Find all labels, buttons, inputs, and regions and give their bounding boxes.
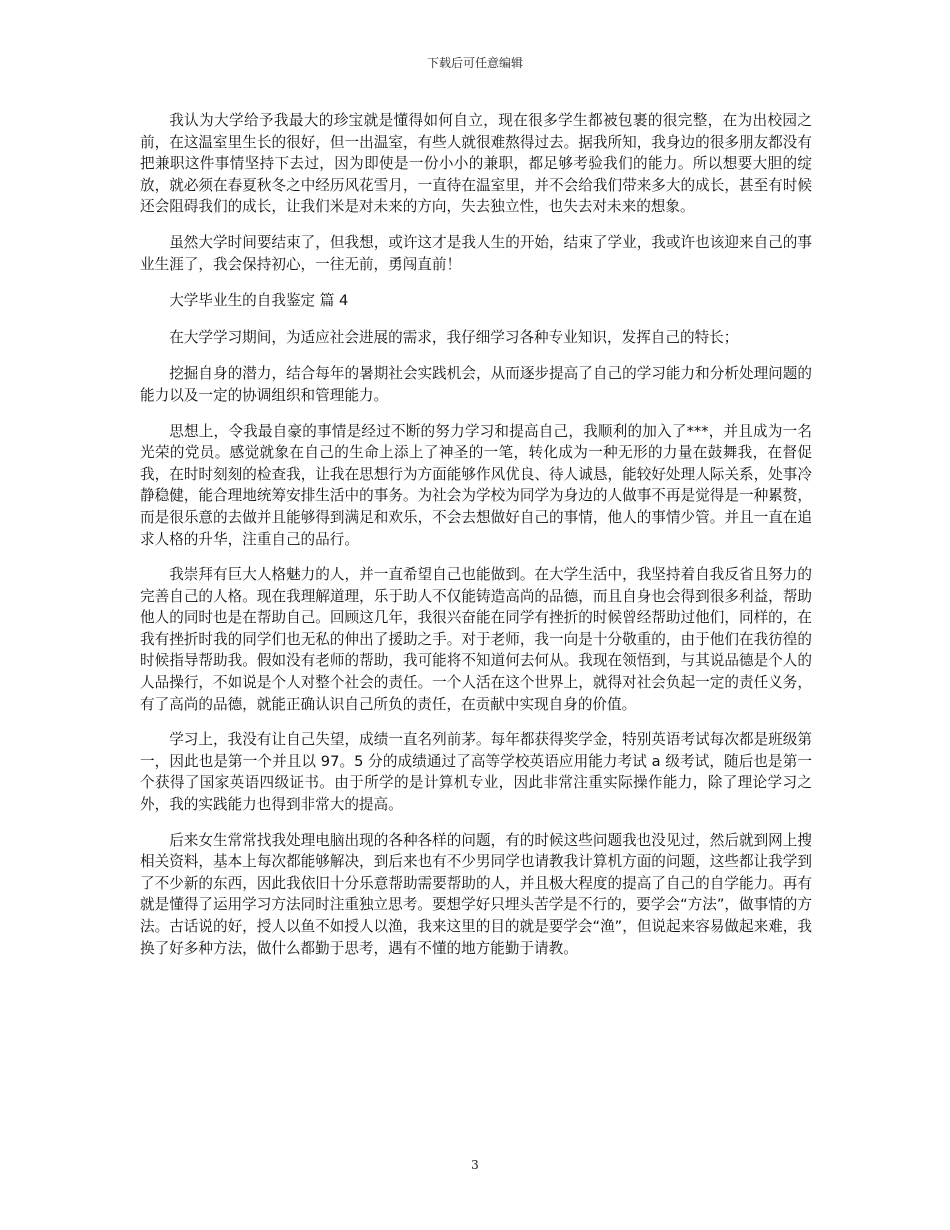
paragraph-conclusion: 虽然大学时间要结束了，但我想，或许这才是我人生的开始，结束了学业，我或许也该迎来自己的事业生涯了，我会保持初心，一往无前，勇闯直前！ xyxy=(140,233,812,273)
paragraph-self-learning: 后来女生常常找我处理电脑出现的各种各样的问题，有的时候这些问题我也没见过，然后就到网上搜相关资料，基本上每次都能够解决，到后来也有不少男同学也请教我计算机方面的问题，这些都让我学到了不少新的东西，因此我依旧十分乐意帮助需要帮助的人，并且极大程度的提高了自己的自学能力。再有就是懂得了运用学习方法同时注重独立思考。要想学好只埋头苦学是不行的，要学会“方法”，做事情的方法。古话说的好，授人以鱼不如授人以渔，我来这里的目的就是要学会“渔”，但说起来容易做起来难，我换了好多种方法，做什么都勤于思考，遇有不懂的地方能勤于请教。 xyxy=(140,831,812,957)
paragraph-ideology: 思想上，令我最自豪的事情是经过不断的努力学习和提高自己，我顺利的加入了***，并且成为一名光荣的党员。感觉就象在自己的生命上添上了神圣的一笔，转化成为一种无形的力量在鼓舞我，在督促我，在时时刻刻的检查我，让我在思想行为方面能够作风优良、待人诚恳，能较好处理人际关系，处事冷静稳健，能合理地统筹安排生活中的事务。为社会为学校为同学为身边的人做事不再是觉得是一种累赘，而是很乐意的去做并且能够得到满足和欢乐，不会去想做好自己的事情，他人的事情少管。并且一直在追求人格的升华，注重自己的品行。 xyxy=(140,422,812,548)
section-heading: 大学毕业生的自我鉴定 篇 4 xyxy=(169,292,349,310)
paragraph-potential: 挖掘自身的潜力，结合每年的暑期社会实践机会，从而逐步提高了自己的学习能力和分析处理问题的能力以及一定的协调组织和管理能力。 xyxy=(140,365,812,404)
page-number: 3 xyxy=(471,1158,479,1172)
document-body xyxy=(140,110,812,973)
paragraph-academics: 学习上，我没有让自己失望，成绩一直名列前茅。每年都获得奖学金，特别英语考试每次都是班级第一，因此也是第一个并且以 97。5 分的成绩通过了高等学校英语应用能力考试 a 级考试，随后也是第一个获得了国家英语四级证书。由于所学的是计算机专业，因此非常注重实际操作能力，除了理论学习之外，我的实践能力也得到非常大的提高。 xyxy=(140,731,812,814)
paragraph-character: 我崇拜有巨大人格魅力的人，并一直希望自己也能做到。在大学生活中，我坚持着自我反省且努力的完善自己的人格。现在我理解道理，乐于助人不仅能铸造高尚的品德，而且自身也会得到很多利益，帮助他人的同时也是在帮助自己。回顾这几年，我很兴奋能在同学有挫折的时候曾经帮助过他们，同样的，在我有挫折时我的同学们也无私的伸出了援助之手。对于老师，我一向是十分敬重的，由于他们在我彷徨的时候指导帮助我。假如没有老师的帮助，我可能将不知道何去何从。我现在领悟到，与其说品德是个人的人品操行，不如说是个人对整个社会的责任。一个人活在这个世界上，就得对社会负起一定的责任义务，有了高尚的品德，就能正确认识自己所负的责任，在贡献中实现自身的价值。 xyxy=(140,566,812,713)
page-header: 下载后可任意编辑 xyxy=(426,56,523,70)
paragraph-study-intro: 在大学学习期间，为适应社会进展的需求，我仔细学习各种专业知识，发挥自己的特长； xyxy=(169,328,739,346)
paragraph-independence: 我认为大学给予我最大的珍宝就是懂得如何自立，现在很多学生都被包裹的很完整，在为出校园之前，在这温室里生长的很好，但一出温室，有些人就很难熬得过去。据我所知，我身边的很多朋友都没有把兼职这件事情坚持下去过，因为即使是一份小小的兼职，都足够考验我们的能力。所以想要大胆的绽放，就必须在春夏秋冬之中经历风花雪月，一直待在温室里，并不会给我们带来多大的成长，甚至有时候还会阻碍我们的成长，让我们米是对未来的方向，失去独立性，也失去对未来的想象。 xyxy=(140,112,812,216)
